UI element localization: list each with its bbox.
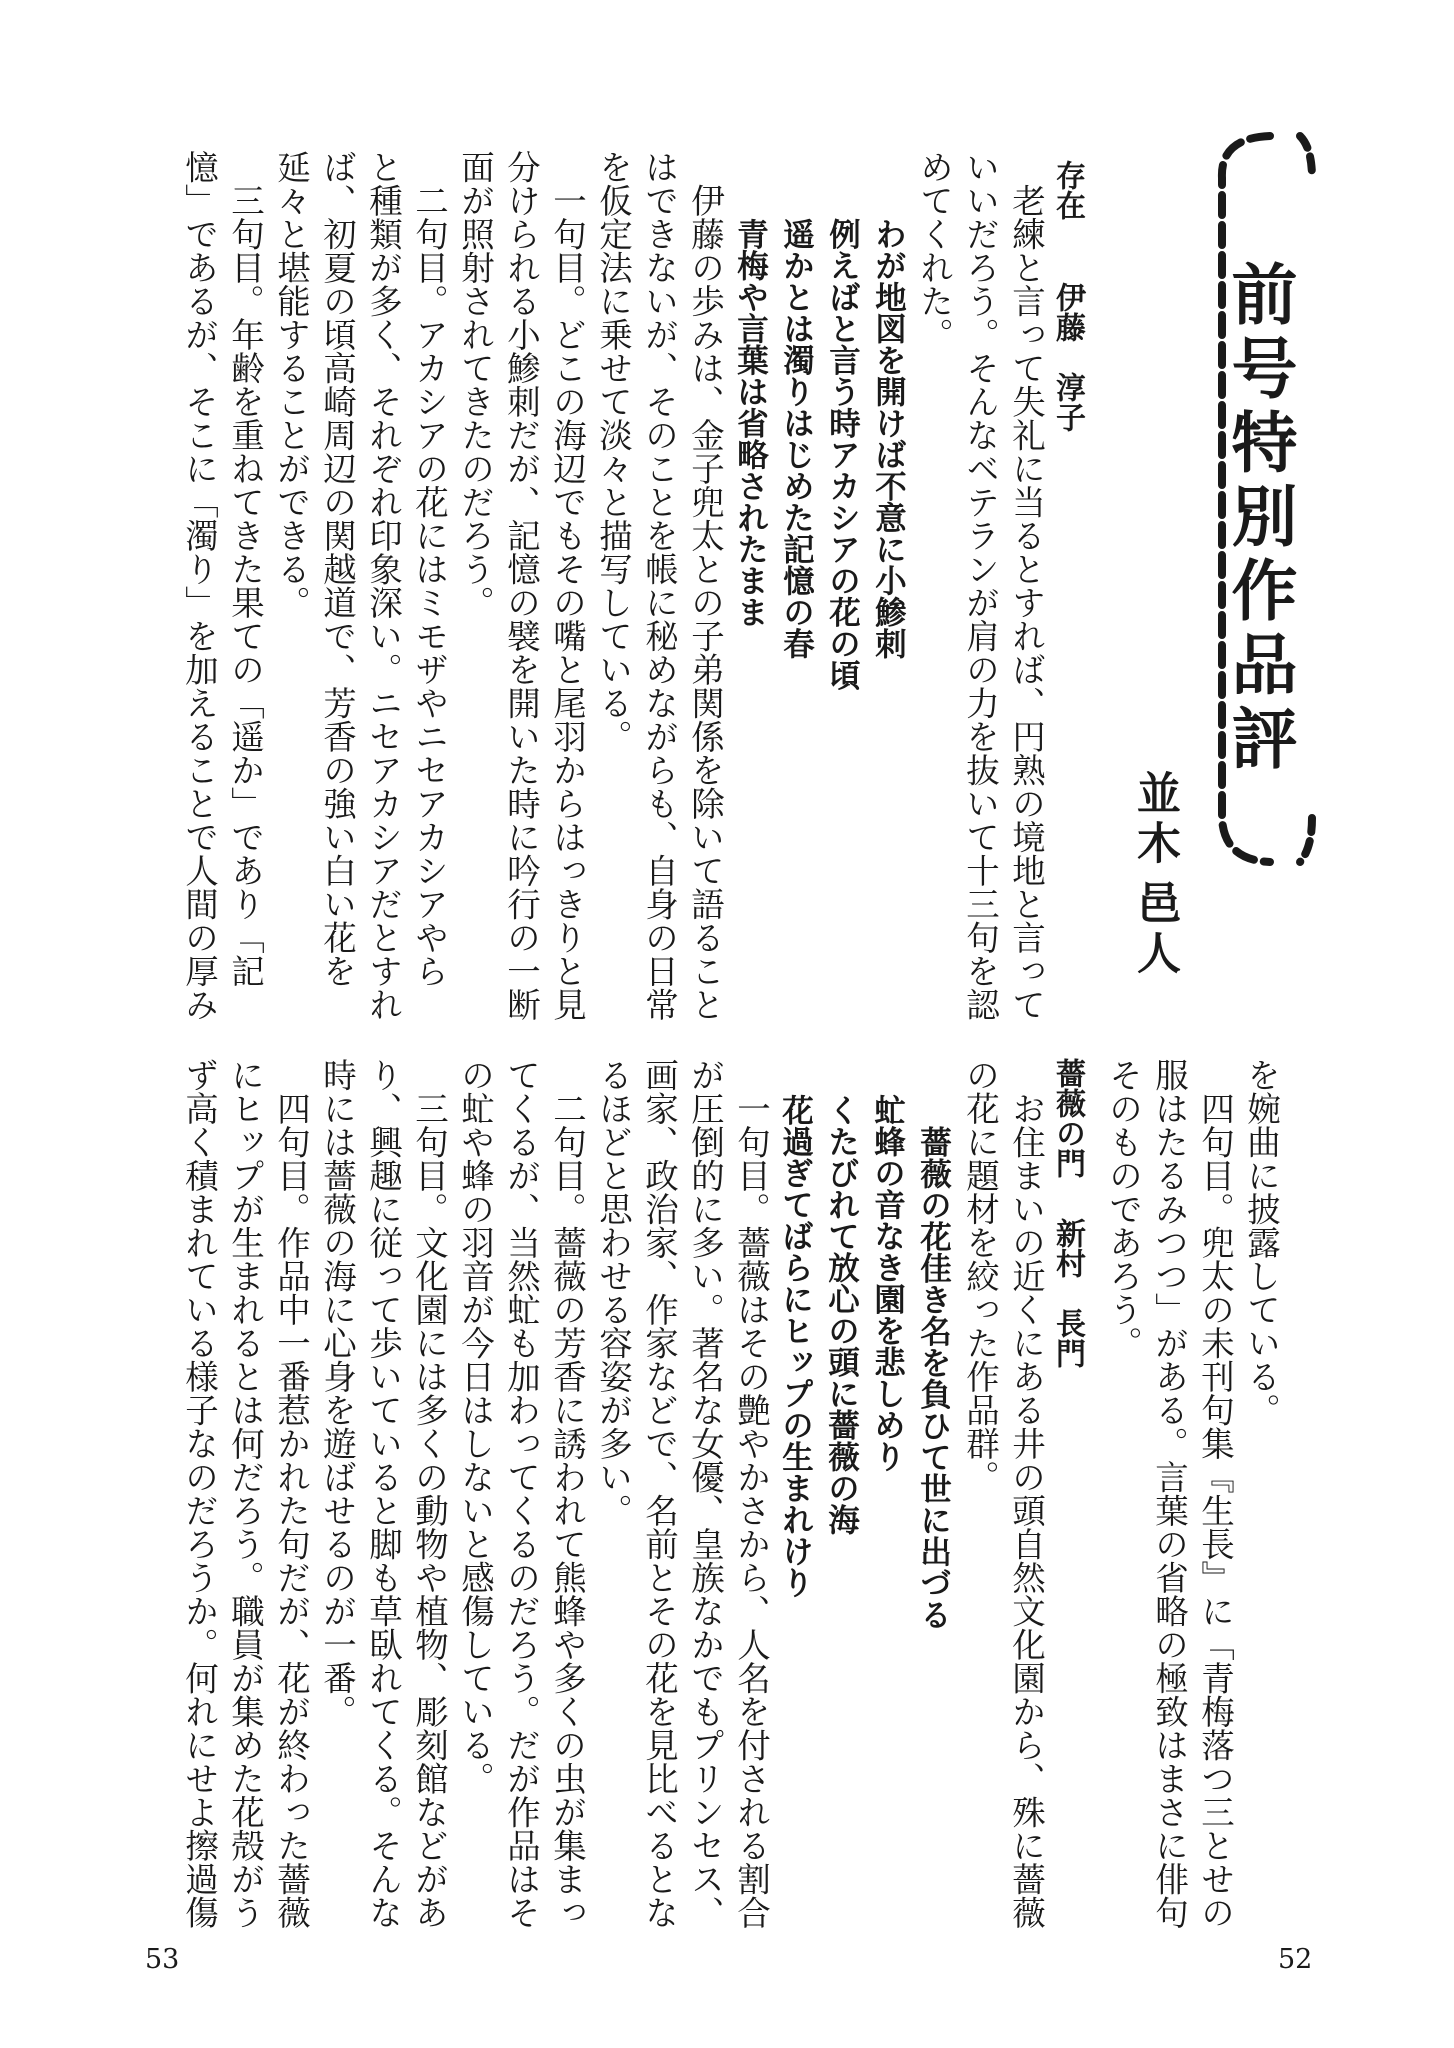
body-text-line: ず高く積まれている様子なのだろうか。何れにせよ擦過傷 xyxy=(179,1058,219,1929)
body-text-line: 老練と言って失礼に当るとすれば、円熟の境地と言って xyxy=(1006,150,1046,1021)
body-text-line: はできないが、そのことを帳に秘めながらも、自身の日常 xyxy=(639,150,679,1021)
body-text-line: 分けられる小鯵刺だが、記憶の襞を開いた時に吟行の一断 xyxy=(501,150,541,1021)
body-text-line: を婉曲に披露している。 xyxy=(1241,1058,1281,1427)
body-text-line: り、興趣に従って歩いていると脚も草臥れてくる。そんな xyxy=(363,1058,403,1929)
body-text-line: 面が照射されてきたのだろう。 xyxy=(455,150,495,619)
section-heading-author: 新村 長門 xyxy=(1050,1218,1085,1368)
body-text-line: 二句目。アカシアの花にはミモザやニセアカシアやら xyxy=(409,150,449,988)
haiku-line: 虻蜂の音なき園を悲しめり xyxy=(869,1094,906,1472)
body-text-line: を仮定法に乗せて淡々と描写している。 xyxy=(593,150,633,753)
body-text-line: そのものであろう。 xyxy=(1103,1058,1143,1360)
body-text-line: にヒップが生まれるとは何だろう。職員が集めた花殻がう xyxy=(225,1058,265,1929)
body-text-line: 二句目。薔薇の芳香に誘われて熊蜂や多くの虫が集まっ xyxy=(547,1058,587,1929)
body-text-line: の虻や蜂の羽音が今日はしないと感傷している。 xyxy=(455,1058,495,1795)
haiku-line: 花過ぎてばらにヒップの生まれけり xyxy=(777,1094,814,1598)
body-text-line: てくるが、当然虻も加わってくるのだろう。だが作品はそ xyxy=(501,1058,541,1929)
body-text-line: 一句目。薔薇はその艶やかさから、人名を付される割合 xyxy=(731,1058,771,1929)
body-text-line: 四句目。作品中一番惹かれた句だが、花が終わった薔薇 xyxy=(271,1058,311,1929)
page-number-right: 52 xyxy=(1278,1944,1313,1975)
haiku-line: わが地図を開けば不意に小鯵刺 xyxy=(870,218,907,659)
body-text-line: 服はたるみつつ」がある。言葉の省略の極致はまさに俳句 xyxy=(1149,1058,1189,1929)
body-text-line: 憶」であるが、そこに「濁り」を加えることで人間の厚み xyxy=(179,150,219,1021)
body-text-line: 三句目。文化園には多くの動物や植物、彫刻館などがあ xyxy=(409,1058,449,1929)
article-author-surname: 並木 xyxy=(1129,770,1180,870)
body-text-line: 伊藤の歩みは、金子兜太との子弟関係を除いて語ること xyxy=(685,150,725,1021)
body-text-line: 時には薔薇の海に心身を遊ばせるのが一番。 xyxy=(317,1058,357,1728)
body-text-line: 三句目。年齢を重ねてきた果ての「遥か」であり「記 xyxy=(225,150,265,988)
section-heading-author: 伊藤 淳子 xyxy=(1050,282,1085,432)
body-text-line: るほどと思わせる容姿が多い。 xyxy=(593,1058,633,1527)
page-number-left: 53 xyxy=(145,1944,180,1975)
section-heading-title: 薔薇の門 xyxy=(1050,1058,1085,1178)
haiku-line: 薔薇の花佳き名を負ひて世に出づる xyxy=(915,1126,952,1630)
body-text-line: と種類が多く、それぞれ印象深い。ニセアカシアだとすれ xyxy=(363,150,403,1021)
haiku-line: 例えばと言う時アカシアの花の頃 xyxy=(824,218,861,691)
body-text-line: お住まいの近くにある井の頭自然文化園から、殊に薔薇 xyxy=(1006,1058,1046,1929)
section-heading-title: 存在 xyxy=(1050,160,1085,220)
haiku-line: 遥かとは濁りはじめた記憶の春 xyxy=(778,218,815,659)
body-text-line: 延々と堪能することができる。 xyxy=(271,150,311,619)
body-text-line: の花に題材を絞った作品群。 xyxy=(960,1058,1000,1494)
haiku-line: くたびれて放心の頭に薔薇の海 xyxy=(823,1094,860,1535)
body-text-line: 一句目。どこの海辺でもその嘴と尾羽からはっきりと見 xyxy=(547,150,587,1021)
body-text-line: めてくれた。 xyxy=(914,150,954,351)
body-text-line: 画家、政治家、作家などで、名前とその花を見比べるとな xyxy=(639,1058,679,1929)
body-text-line: が圧倒的に多い。著名な女優、皇族なかでもプリンセス、 xyxy=(685,1058,725,1929)
article-title: 前号特別作品評 xyxy=(1220,260,1297,778)
article-author-given: 邑人 xyxy=(1129,880,1180,980)
body-text-line: いいだろう。そんなベテランが肩の力を抜いて十三句を認 xyxy=(960,150,1000,1021)
haiku-line: 青梅や言葉は省略されたまま xyxy=(732,218,769,628)
body-text-line: ば、初夏の頃高崎周辺の関越道で、芳香の強い白い花を xyxy=(317,150,357,988)
body-text-line: 四句目。兜太の未刊句集『生長』に「青梅落つ三とせの xyxy=(1195,1058,1235,1929)
